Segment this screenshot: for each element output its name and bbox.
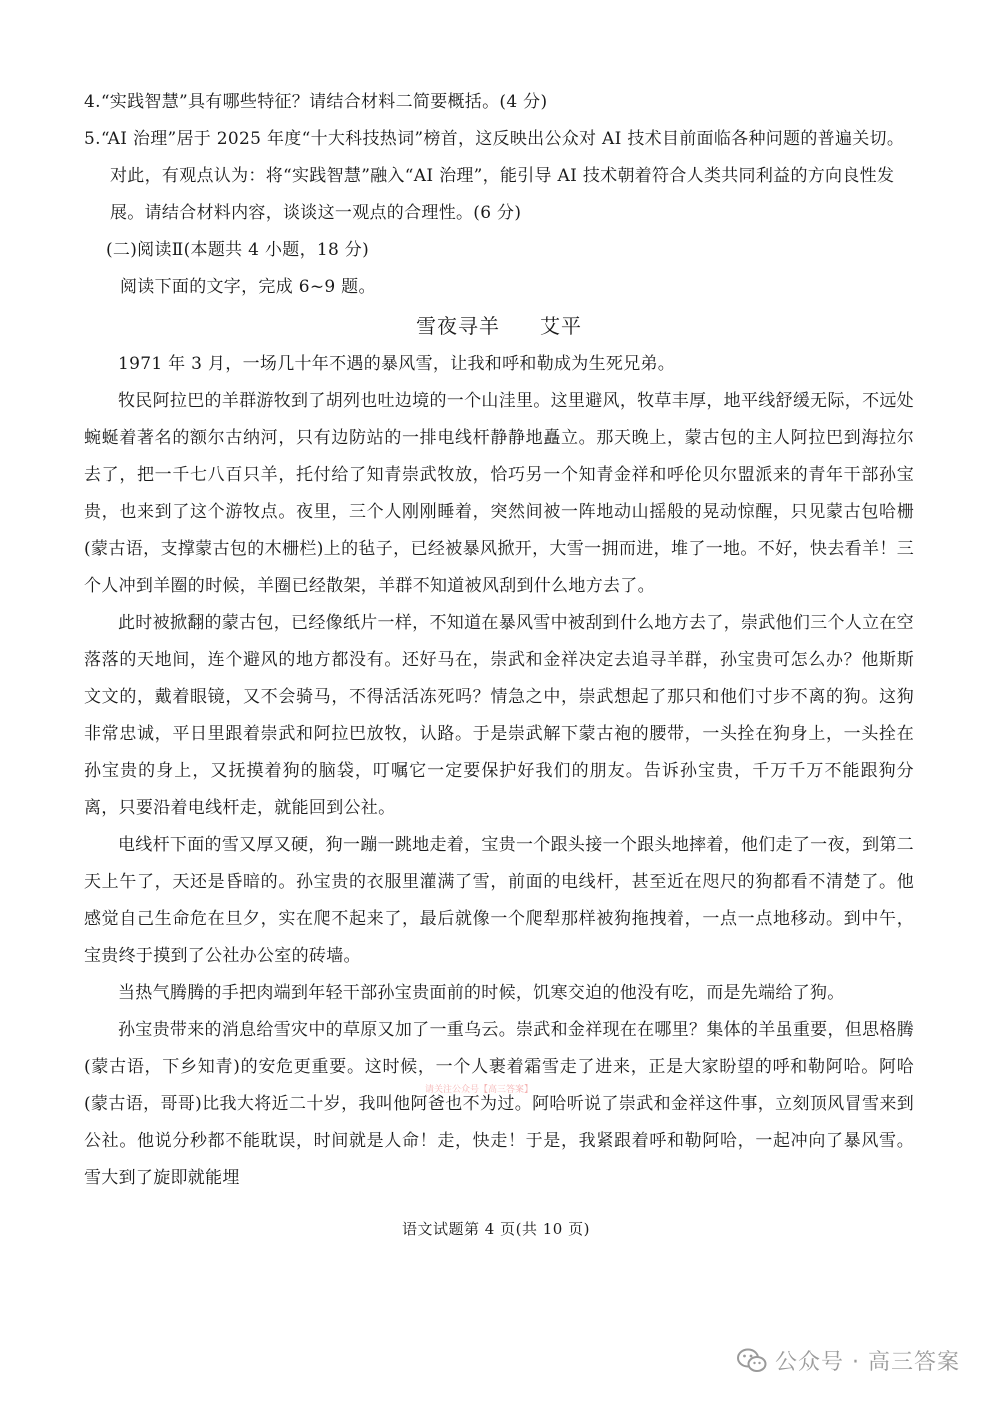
question-5: 5.“AI 治理”居于 2025 年度“十大科技热词”榜首，这反映出公众对 AI 技术目前面临各种问题的普遍关切。对此，有观点认为：将“实践智慧”融入“AI 治理”，能引导 AI 技术朝着符合人类共同利益的方向良性发展。请结合材料内容，谈谈这一观点的合理性。(6 分) bbox=[84, 129, 905, 223]
article-title-line bbox=[84, 306, 914, 346]
paragraph-6: 孙宝贵带来的消息给雪灾中的草原又加了一重乌云。崇武和金祥现在在哪里？集体的羊虽重要，但思格腾(蒙古语，下乡知青)的安危更重要。这时候，一个人裹着霜雪走了进来，正是大家盼望的呼和勒阿哈。阿哈(蒙古语，哥哥)比我大将近二十岁，我叫他阿爸也不为过。阿哈听说了崇武和金祥这件事，立刻顶风冒雪来到公社。他说分秒都不能耽误，时间就是人命！走，快走！于是，我紧跟着呼和勒阿哈，一起冲向了暴风雪。雪大到了旋即就能埋 bbox=[84, 1020, 914, 1188]
paragraph-3: 此时被掀翻的蒙古包，已经像纸片一样，不知道在暴风雪中被刮到什么地方去了，崇武他们三个人立在空落落的天地间，连个避风的地方都没有。还好马在，崇武和金祥决定去追寻羊群，孙宝贵可怎么办？他斯斯文文的，戴着眼镜，又不会骑马，不得活活冻死吗？情急之中，崇武想起了那只和他们寸步不离的狗。这狗非常忠诚，平日里跟着崇武和阿拉巴放牧，认路。于是崇武解下蒙古袍的腰带，一头拴在狗身上，一头拴在孙宝贵的身上，又抚摸着狗的脑袋，叮嘱它一定要保护好我们的朋友。告诉孙宝贵，千万千万不能跟狗分离，只要沿着电线杆走，就能回到公社。 bbox=[84, 613, 914, 818]
page-footer: 语文试题第 4 页(共 10 页) bbox=[402, 1220, 590, 1238]
paragraph-4: 电线杆下面的雪又厚又硬，狗一蹦一跳地走着，宝贵一个跟头接一个跟头地摔着，他们走了一夜，到第二天上午了，天还是昏暗的。孙宝贵的衣服里灌满了雪，前面的电线杆，甚至近在咫尺的狗都看不清楚了。他感觉自己生命危在旦夕，实在爬不起来了，最后就像一个爬犁那样被狗拖拽着，一点一点地移动。到中午，宝贵终于摸到了公社办公室的砖墙。 bbox=[84, 835, 914, 966]
paragraph-2: 牧民阿拉巴的羊群游牧到了胡列也吐边境的一个山洼里。这里避风，牧草丰厚，地平线舒缓无际，不远处蜿蜒着著名的额尔古纳河，只有边防站的一排电线杆静静地矗立。那天晚上，蒙古包的主人阿拉巴到海拉尔去了，把一千七八百只羊，托付给了知青崇武牧放，恰巧另一个知青金祥和呼伦贝尔盟派来的青年干部孙宝贵，也来到了这个游牧点。夜里，三个人刚刚睡着，突然间被一阵地动山摇般的晃动惊醒，只见蒙古包哈栅(蒙古语，支撑蒙古包的木栅栏)上的毡子，已经被暴风掀开，大雪一拥而进，堆了一地。不好，快去看羊！三个人冲到羊圈的时候，羊圈已经散架，羊群不知道被风刮到什么地方去了。 bbox=[84, 391, 914, 596]
article-title: 雪夜寻羊 bbox=[416, 314, 500, 338]
section-heading: (二)阅读Ⅱ(本题共 4 小题，18 分) bbox=[106, 240, 370, 260]
brand-watermark bbox=[737, 1345, 960, 1376]
exam-page bbox=[84, 84, 914, 1197]
article-author: 艾平 bbox=[540, 314, 582, 338]
paragraph-1: 1971 年 3 月，一场几十年不遇的暴风雪，让我和呼和勒成为生死兄弟。 bbox=[118, 354, 676, 374]
brand-text: 公众号 · 高三答案 bbox=[775, 1350, 960, 1375]
question-4: 4.“实践智慧”具有哪些特征？请结合材料二简要概括。(4 分) bbox=[84, 92, 548, 112]
wechat-icon bbox=[737, 1348, 767, 1374]
section-instruction: 阅读下面的文字，完成 6~9 题。 bbox=[120, 277, 376, 297]
paragraph-5: 当热气腾腾的手把肉端到年轻干部孙宝贵面前的时候，饥寒交迫的他没有吃，而是先端给了狗。 bbox=[118, 983, 845, 1003]
watermark-text: 请关注公众号【高三答案】 bbox=[425, 1085, 534, 1095]
